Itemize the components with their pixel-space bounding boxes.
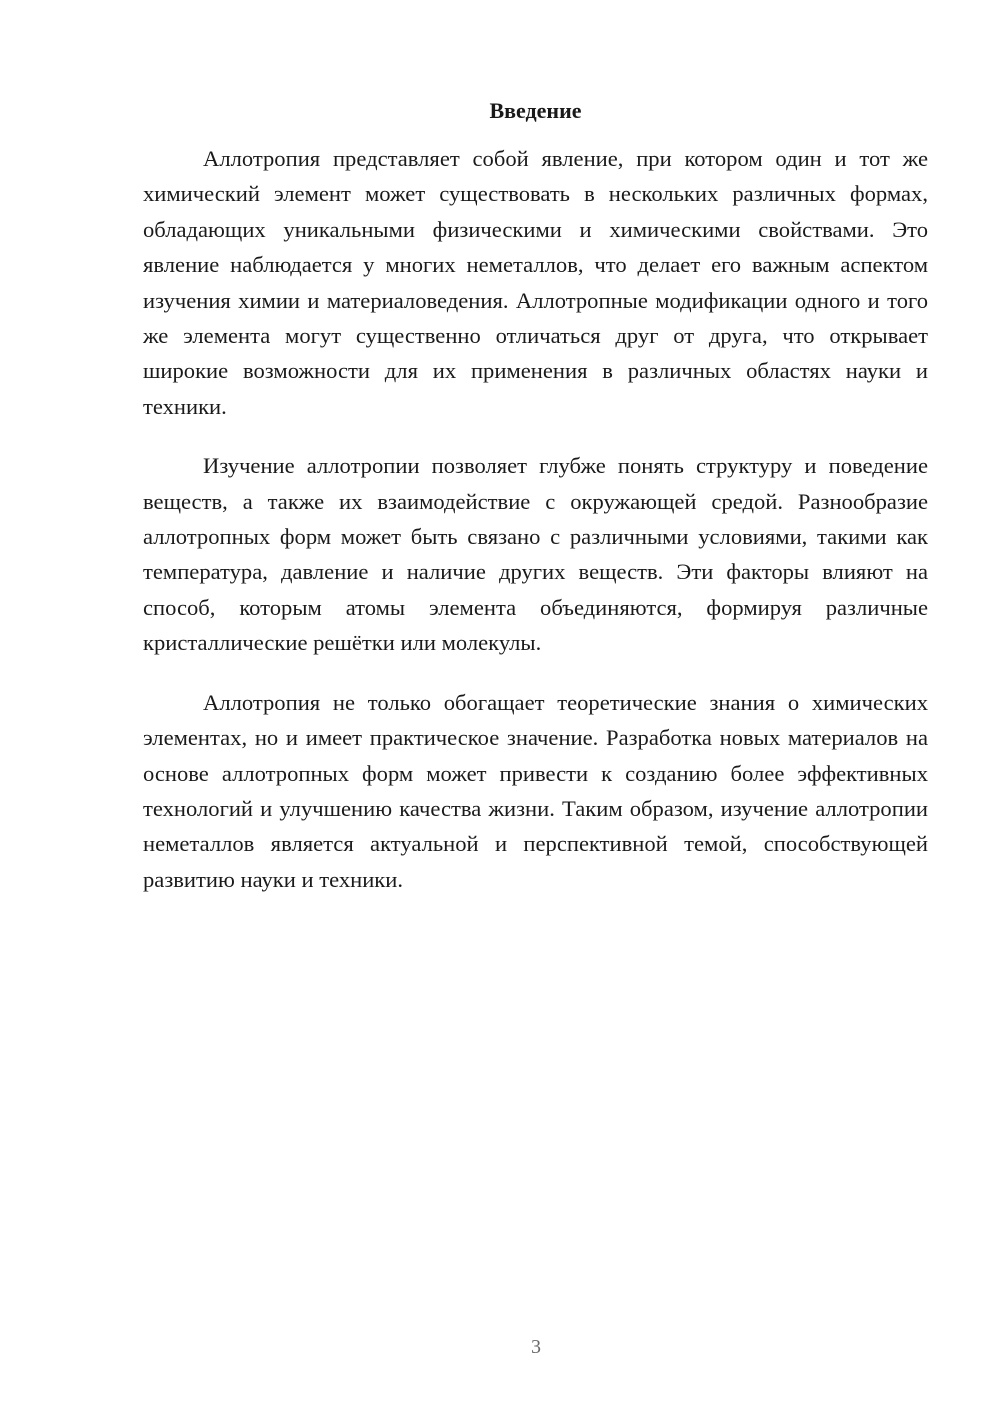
section-heading: Введение	[489, 98, 582, 123]
paragraph-3: Аллотропия не только обогащает теоретические знания о химических элементах, но и имеет практическое значение. Разработка новых материалов на основе аллотропных форм может привести к созданию более эффективных технологий и улучшению качества жизни. Таким образом, изучение аллотропии неметаллов является актуальной и перспективной темой, способствующей развитию науки и техники.	[143, 689, 928, 892]
body-text	[143, 141, 928, 921]
paragraph-2: Изучение аллотропии позволяет глубже понять структуру и поведение веществ, а также их взаимодействие с окружающей средой. Разнообразие аллотропных форм может быть связано с различными условиями, такими как температура, давление и наличие других веществ. Эти факторы влияют на способ, которым атомы элемента объединяются, формируя различные кристаллические решётки или молекулы.	[143, 453, 928, 656]
page-number: 3	[531, 1336, 541, 1358]
paragraph-1: Аллотропия представляет собой явление, при котором один и тот же химический элемент может существовать в нескольких различных формах, обладающих уникальными физическими и химическими свойствами. Это явление наблюдается у многих неметаллов, что делает его важным аспектом изучения химии и материаловедения. Аллотропные модификации одного и того же элемента могут существенно отличаться друг от друга, что открывает широкие возможности для их применения в различных областях науки и техники.	[143, 146, 928, 419]
